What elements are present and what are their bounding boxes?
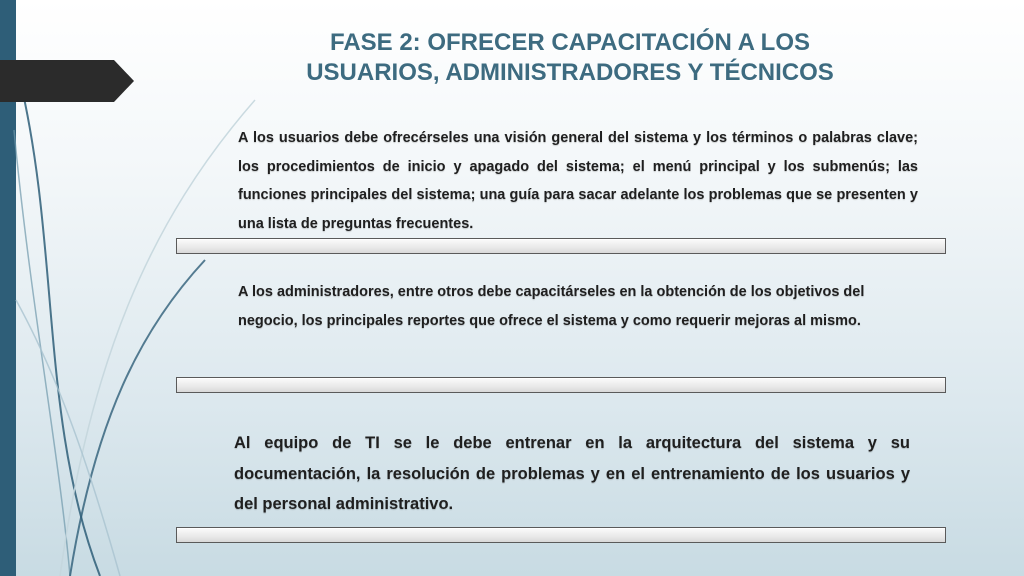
divider-bar-2 (176, 377, 946, 393)
paragraph-administrators: A los administradores, entre otros debe capacitárseles en la obtención de los objetivos del negocio, los principales reportes que ofrece el sistema y como requerir mejoras al mismo. (238, 284, 865, 329)
slide-title-line-1: FASE 2: OFRECER CAPACITACIÓN A LOS (329, 29, 811, 56)
slide-title (220, 28, 920, 88)
divider-bar-1 (176, 238, 946, 254)
slide-title-line-2: USUARIOS, ADMINISTRADORES Y TÉCNICOS (306, 59, 834, 86)
paragraph-users: A los usuarios debe ofrecérseles una visión general del sistema y los términos o palabras clave; los procedimientos de inicio y apagado del sistema; el menú principal y los submenús; las funciones principales del sistema; una guía para sacar adelante los problemas que se presenten y una lista de preguntas frecuentes. (238, 130, 918, 232)
title-arrow-tab (0, 60, 134, 102)
divider-bar-3 (176, 527, 946, 543)
paragraph-it-team: Al equipo de TI se le debe entrenar en la arquitectura del sistema y su documentación, la resolución de problemas y en el entrenamiento de los usuarios y del personal administrativo. (234, 434, 910, 513)
